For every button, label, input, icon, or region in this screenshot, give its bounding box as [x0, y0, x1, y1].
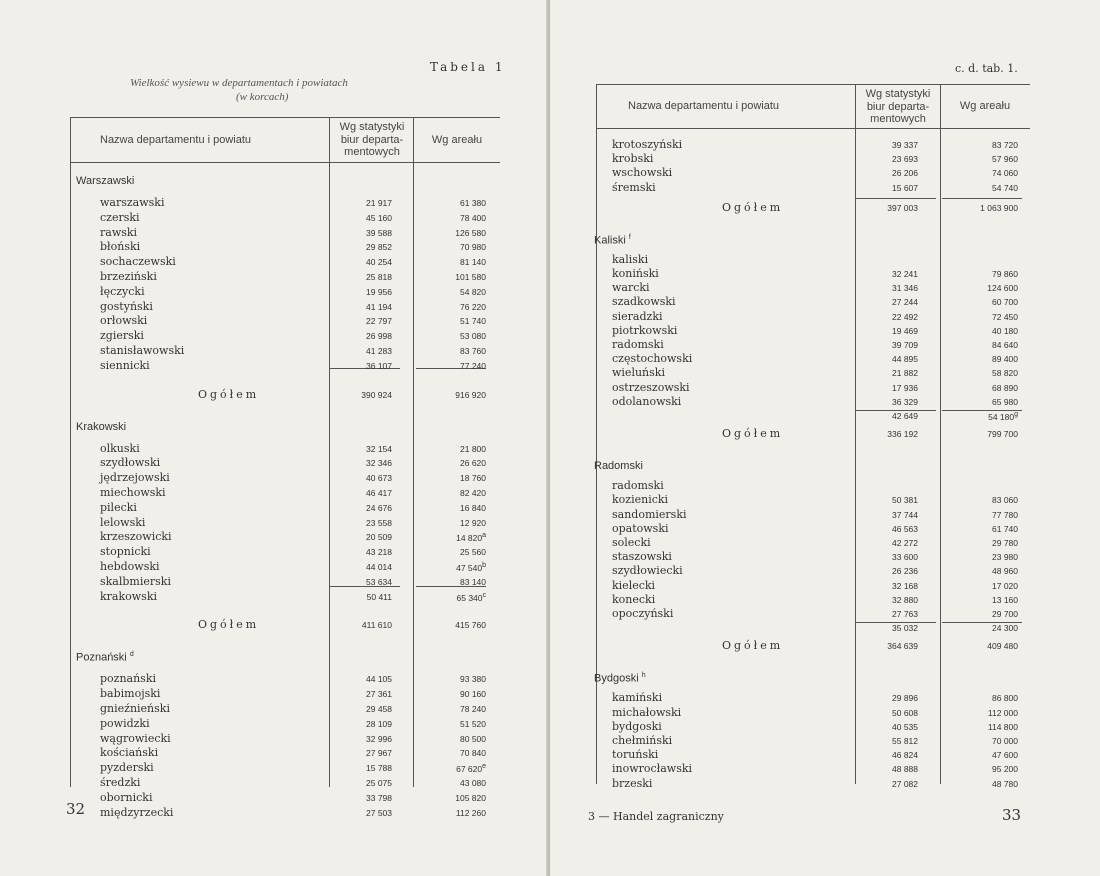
header-stat: Wg statystyki biur departa- mentowych [865, 88, 931, 125]
row-name: koniński [612, 267, 659, 280]
row-area-value: 47 600 [992, 750, 1018, 761]
row-stat-value: 40 254 [366, 257, 392, 268]
row-name: szadkowski [612, 295, 676, 309]
row-name: stopnicki [100, 545, 151, 559]
page-number: 32 [66, 800, 86, 818]
row-area-value: 29 700 [992, 609, 1018, 619]
row-stat-value: 25 818 [366, 272, 392, 282]
footnote-marker: b [482, 562, 486, 569]
footnote-marker: a [482, 532, 486, 540]
row-stat-value: 15 607 [892, 182, 918, 193]
row-name: błoński [100, 240, 141, 254]
row-area-value: 93 380 [460, 674, 486, 685]
row-name: łęczycki [100, 284, 145, 298]
row-name: miechowski [100, 486, 166, 499]
row-area-value: 82 420 [460, 488, 486, 498]
row-stat-value: 42 272 [892, 538, 918, 548]
total-stat-value: 390 924 [361, 389, 392, 400]
row-stat-value: 44 895 [892, 354, 918, 365]
header-name: Nazwa departamentu i powiatu [628, 100, 780, 112]
row-name: bydgoski [612, 719, 662, 733]
row-stat-value: 22 492 [892, 311, 918, 322]
row-stat-value: 17 936 [892, 382, 918, 393]
row-name: konecki [612, 592, 656, 606]
row-area-value: 76 220 [460, 301, 486, 312]
row-stat-value: 44 105 [366, 674, 392, 685]
section-title: Warszawski [76, 175, 135, 187]
row-stat-value: 28 109 [366, 718, 392, 729]
row-name: babimojski [100, 687, 161, 701]
row-name: poznański [100, 672, 157, 686]
row-name: krzeszowicki [100, 530, 172, 544]
row-name: krakowski [100, 589, 158, 603]
row-stat-value: 33 798 [366, 792, 392, 803]
row-area-value: 12 920 [460, 517, 486, 528]
row-name: śremski [612, 180, 656, 194]
row-name: wschowski [612, 166, 673, 180]
row-name: czerski [100, 210, 140, 224]
row-stat-value: 27 244 [892, 297, 918, 308]
row-stat-value: 26 998 [366, 331, 392, 342]
row-area-value: 54 740 [992, 182, 1018, 193]
total-label: Ogółem [722, 427, 784, 441]
row-area-value: 80 500 [460, 733, 486, 744]
row-name: sieradzki [612, 309, 663, 323]
row-stat-value: 32 996 [366, 733, 392, 744]
row-area-value: 126 580 [455, 227, 486, 238]
row-stat-value: 41 194 [366, 301, 392, 312]
row-area-value: 83 140 [460, 576, 486, 587]
row-stat-value: 27 082 [892, 778, 918, 789]
row-stat-value: 25 075 [366, 778, 392, 788]
row-stat-value: 32 154 [366, 443, 392, 454]
footnote-marker: e [482, 763, 486, 771]
row-area-value: 89 400 [992, 354, 1018, 365]
row-area-value: 112 000 [987, 707, 1018, 718]
row-stat-value: 29 852 [366, 242, 392, 253]
section-title: Kaliski $^f$ [594, 233, 631, 247]
row-stat-value: 26 236 [892, 566, 918, 577]
total-area-value: 799 700 [987, 429, 1018, 440]
row-name: odolanowski [612, 394, 682, 408]
row-name: gnieźnieński [100, 702, 170, 715]
row-name: rawski [100, 225, 138, 239]
row-stat-value: 48 888 [892, 764, 918, 775]
row-area-value: 24 300 [992, 623, 1018, 634]
row-area-value: 40 180 [992, 325, 1018, 336]
row-name: kościański [100, 746, 159, 760]
row-name: krotoszyński [612, 138, 683, 151]
footnote-marker: g [1014, 411, 1018, 418]
row-name: międzyrzecki [100, 805, 174, 819]
row-stat-value: 20 509 [366, 532, 392, 543]
row-name: inowrocławski [612, 762, 693, 776]
row-stat-value: 35 032 [892, 623, 918, 634]
total-stat-value: 411 610 [361, 620, 392, 631]
total-label: Ogółem [722, 639, 784, 653]
row-name: zgierski [100, 329, 144, 343]
row-area-value: 48 960 [992, 566, 1018, 577]
row-stat-value: 45 160 [366, 212, 392, 223]
row-area-value: 18 760 [460, 473, 486, 484]
row-name: powidzki [100, 716, 150, 730]
row-name: pilecki [100, 500, 137, 514]
row-name: warcki [612, 281, 650, 295]
row-area-value: 78 240 [460, 704, 486, 714]
row-stat-value: 21 882 [892, 368, 918, 379]
row-stat-value: 42 649 [892, 411, 918, 421]
row-name: szydłowski [100, 456, 161, 470]
row-area-value: 77 780 [992, 509, 1018, 520]
row-area-value: 78 400 [460, 212, 486, 223]
row-area-value: 83 760 [460, 346, 486, 356]
row-name: gostyński [100, 299, 153, 313]
row-name: toruński [612, 748, 659, 762]
row-name: radomski [612, 338, 664, 351]
row-name: ostrzeszowski [612, 380, 690, 394]
row-area-value: 23 980 [992, 552, 1018, 563]
row-stat-value: 32 168 [892, 580, 918, 591]
row-stat-value: 46 824 [892, 750, 918, 761]
row-stat-value: 39 588 [366, 227, 392, 238]
row-stat-value: 31 346 [892, 283, 918, 294]
row-stat-value: 32 346 [366, 458, 392, 469]
row-stat-value: 39 337 [892, 140, 918, 150]
row-stat-value: 24 676 [366, 502, 392, 513]
row-area-value: 83 060 [992, 495, 1018, 506]
row-stat-value: 41 283 [366, 346, 392, 356]
header-area: Wg areału [431, 134, 483, 146]
right-page [550, 0, 1100, 876]
row-area-value: 112 260 [455, 807, 486, 818]
row-stat-value: 21 917 [366, 198, 392, 208]
row-area-value: 70 980 [460, 242, 486, 253]
row-name: staszowski [612, 550, 672, 564]
row-name: szydłowiecki [612, 564, 683, 578]
total-stat-value: 336 192 [887, 429, 918, 440]
row-area-value: 29 780 [992, 538, 1018, 548]
row-stat-value: 50 608 [892, 707, 918, 718]
row-stat-value: 19 956 [366, 286, 392, 297]
row-name: kaliski [612, 252, 649, 266]
row-name: hebdowski [100, 560, 160, 573]
row-area-value: 105 820 [455, 792, 486, 803]
row-name: opatowski [612, 521, 669, 535]
row-area-value: 61 740 [992, 523, 1018, 534]
header-name: Nazwa departamentu i powiatu [100, 134, 252, 146]
row-stat-value: 53 634 [366, 576, 392, 587]
row-area-value: 14 820$^a$ [456, 532, 486, 544]
row-stat-value: 27 361 [366, 689, 392, 700]
footnote-marker: d [129, 651, 134, 659]
row-area-value: 95 200 [992, 764, 1018, 775]
section-title: Poznański $^d$ [76, 651, 134, 665]
row-stat-value: 44 014 [366, 562, 392, 572]
row-stat-value: 50 411 [366, 591, 392, 602]
row-area-value: 67 620e [456, 763, 486, 775]
row-stat-value: 43 218 [366, 547, 392, 558]
row-stat-value: 40 673 [366, 473, 392, 484]
row-name: średzki [100, 776, 141, 789]
total-stat-value: 364 639 [887, 641, 918, 652]
row-stat-value: 22 797 [366, 316, 392, 327]
row-name: częstochowski [612, 352, 693, 366]
row-stat-value: 46 417 [366, 488, 392, 498]
row-stat-value: 27 967 [366, 748, 392, 759]
row-name: piotrkowski [612, 323, 678, 337]
row-name: siennicki [100, 358, 150, 372]
row-stat-value: 23 693 [892, 154, 918, 165]
left-page [0, 0, 548, 876]
row-name: kamiński [612, 691, 663, 705]
row-name: pyzderski [100, 761, 154, 775]
header-area: Wg areału [959, 100, 1011, 112]
row-area-value: 17 020 [992, 580, 1018, 591]
row-stat-value: 36 329 [892, 396, 918, 407]
row-stat-value: 33 600 [892, 552, 918, 563]
row-area-value: 65 980 [992, 396, 1018, 407]
row-name: solecki [612, 536, 651, 549]
row-name: kielecki [612, 578, 656, 592]
row-stat-value: 27 763 [892, 609, 918, 619]
row-stat-value: 23 558 [366, 517, 392, 528]
row-area-value: 84 640 [992, 340, 1018, 350]
row-area-value: 16 840 [460, 502, 486, 513]
footnote-marker: f [628, 233, 631, 241]
row-stat-value: 26 206 [892, 168, 918, 179]
row-area-value: 74 060 [992, 168, 1018, 179]
footnote-marker: c [482, 591, 486, 599]
row-area-value: 68 890 [992, 382, 1018, 393]
row-area-value: 70 840 [460, 748, 486, 759]
row-area-value: 57 960 [992, 154, 1018, 165]
row-area-value: 124 600 [987, 283, 1018, 294]
row-name: michałowski [612, 705, 682, 719]
row-area-value: 77 240 [460, 360, 486, 371]
table-caption: Wielkość wysiewu w departamentach i powiatach [130, 77, 348, 89]
total-area-value: 409 480 [987, 641, 1018, 652]
row-area-value: 25 560 [460, 547, 486, 558]
row-area-value: 43 080 [460, 778, 486, 788]
row-stat-value: 29 896 [892, 693, 918, 704]
row-name: sandomierski [612, 507, 687, 521]
row-stat-value: 29 458 [366, 704, 392, 714]
page-number: 33 [1002, 806, 1022, 824]
row-stat-value: 37 744 [892, 509, 918, 520]
total-area-value: 1 063 900 [980, 202, 1018, 213]
row-name: wągrowiecki [100, 731, 171, 745]
row-area-value: 51 520 [460, 718, 486, 729]
total-area-value: 916 920 [455, 389, 486, 400]
row-area-value: 54 180$^g$ [988, 411, 1018, 422]
row-area-value: 101 580 [455, 272, 486, 282]
row-name: stanisławowski [100, 344, 185, 357]
total-label: Ogółem [198, 618, 260, 632]
total-stat-value: 397 003 [887, 202, 918, 213]
table-number: Tabela 1 [430, 60, 506, 74]
row-area-value: 114 800 [987, 721, 1018, 732]
row-name: skalbmierski [100, 574, 171, 588]
row-name: lelowski [100, 515, 146, 529]
row-stat-value: 55 812 [892, 736, 918, 746]
row-name: krobski [612, 152, 654, 166]
row-area-value: 61 380 [460, 198, 486, 208]
total-area-value: 415 760 [455, 620, 486, 631]
row-stat-value: 32 241 [892, 269, 918, 279]
row-name: opoczyński [612, 607, 674, 620]
row-area-value: 58 820 [992, 368, 1018, 379]
row-name: chełmiński [612, 734, 673, 747]
total-label: Ogółem [198, 387, 260, 401]
header-stat: Wg statystyki biur departa- mentowych [339, 121, 405, 158]
row-area-value: 81 140 [460, 257, 486, 268]
row-stat-value: 40 535 [892, 721, 918, 732]
row-name: jędrzejowski [100, 471, 170, 485]
row-stat-value: 50 381 [892, 495, 918, 506]
row-area-value: 90 160 [460, 689, 486, 700]
row-stat-value: 19 469 [892, 325, 918, 336]
section-title: Krakowski [76, 420, 127, 433]
row-area-value: 53 080 [460, 331, 486, 342]
row-name: kozienicki [612, 493, 669, 507]
row-stat-value: 27 503 [366, 807, 392, 818]
row-area-value: 79 860 [992, 269, 1018, 279]
row-area-value: 21 800 [460, 443, 486, 454]
row-area-value: 47 540$^b$ [456, 562, 486, 573]
row-stat-value: 32 880 [892, 594, 918, 605]
row-name: brzeski [612, 776, 653, 790]
section-title: Bydgoski $^h$ [594, 672, 646, 686]
row-name: orłowski [100, 314, 148, 328]
row-area-value: 51 740 [460, 316, 486, 327]
row-area-value: 83 720 [992, 140, 1018, 150]
row-name: warszawski [100, 196, 165, 209]
row-area-value: 72 450 [992, 311, 1018, 322]
row-name: radomski [612, 479, 664, 493]
row-name: olkuski [100, 441, 140, 455]
row-stat-value: 46 563 [892, 523, 918, 534]
table-caption-unit: (w korcach) [236, 91, 289, 103]
row-area-value: 13 160 [992, 594, 1018, 605]
continued-label: c. d. tab. 1. [955, 62, 1018, 75]
row-area-value: 86 800 [992, 693, 1018, 704]
page-footer: 3 — Handel zagraniczny [588, 810, 724, 823]
row-area-value: 65 340$^c$ [456, 591, 486, 603]
section-title: Radomski [594, 460, 643, 473]
row-area-value: 60 700 [992, 297, 1018, 308]
row-name: sochaczewski [100, 255, 176, 269]
row-area-value: 26 620 [460, 458, 486, 469]
row-stat-value: 39 709 [892, 340, 918, 350]
row-name: wieluński [612, 366, 665, 380]
row-name: brzeziński [100, 270, 157, 283]
row-area-value: 70 000 [992, 736, 1018, 746]
row-name: obornicki [100, 790, 153, 804]
footnote-marker: h [641, 672, 646, 680]
total-label: Ogółem [722, 200, 784, 214]
row-area-value: 48 780 [992, 778, 1018, 789]
row-stat-value: 15 788 [366, 763, 392, 774]
row-area-value: 54 820 [460, 286, 486, 297]
row-stat-value: 36 107 [366, 360, 392, 371]
